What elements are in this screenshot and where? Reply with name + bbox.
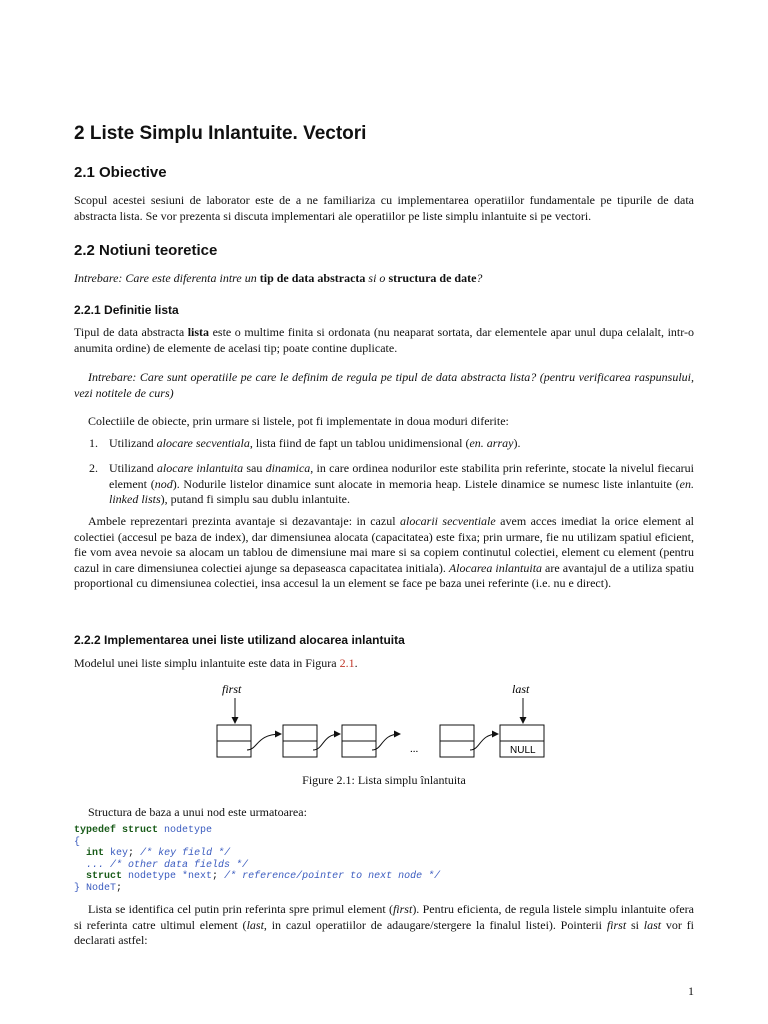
definition-paragraph: Tipul de data abstracta lista este o multime finita si ordonata (nu neaparat sortata, dar elementele apar unul dupa celalalt, intr-o anumita ordine) de elemente de acelasi tip; poate contine duplicate. [74, 325, 694, 355]
figure-caption: Figure 2.1: Lista simplu înlantuita [302, 773, 466, 787]
first-label: first [222, 682, 242, 696]
list-item-number: 2. [89, 461, 98, 475]
subsection-heading-linked: 2.2.2 Implementarea unei liste utilizand alocarea inlantuita [74, 633, 405, 647]
list-node [217, 725, 251, 757]
list-node [440, 725, 474, 757]
list-item: 1. Utilizand alocare secventiala, lista fiind de fapt un tablou unidimensional (en. array). [89, 436, 521, 450]
last-label: last [512, 682, 530, 696]
null-label: NULL [510, 745, 536, 756]
pros-cons-paragraph: Ambele reprezentari prezinta avantaje si dezavantaje: in cazul alocarii secventiale avem acces imediat la orice element al colectiei (accesul pe baza de index), dar dimensiunea alocata (capacitatea) este fixa; prin urmare, fie nu utilizam spatiul eficient, fie vom avea nevoie sa alocam un tablou de dimensiune mai mare si sa copiem continutul colectiei, element cu element (pentru cazul in care dimensiunea colectiei ajunge sa depaseasca capacitatea initiala). Alocarea inlantuita are avantajul de a utiliza spatiu proportional cu dimensiunea colectiei, insa accesul la un element se face pe baza unei referinte (i.e. nu e direct). [74, 514, 695, 590]
ellipsis: ... [410, 743, 419, 755]
last-list-node [500, 725, 544, 757]
code-line: { [74, 836, 81, 848]
code-line: ... /* other data fields */ [86, 859, 249, 871]
subsection-heading-definition: 2.2.1 Definitie lista [74, 303, 179, 317]
list-node [342, 725, 376, 757]
linked-list-figure [200, 678, 570, 768]
code-line: typedef struct nodetype [74, 825, 213, 836]
section-heading-theory: 2.2 Notiuni teoretice [74, 242, 218, 259]
code-line: } NodeT; [74, 882, 123, 894]
pointers-paragraph: Lista se identifica cel putin prin referinta spre primul element (first). Pentru eficienta, de regula listele simplu inlantuite ofera si referinta catre ultimul element (last, in cazul operatiilor de adaugare/stergere la finalul listei). Pointerii first si last vor fi declarati astfel: [74, 902, 695, 947]
objective-paragraph: Scopul acestei sesiuni de laborator este de a ne familiariza cu implementarea operatiilor fundamentale pe tipurile de data abstracta lista. Se vor prezenta si discuta implementari ale operatiilor pe liste simplu inlantuite si pe vectori. [74, 193, 694, 223]
implementations-intro: Colectiile de obiecte, prin urmare si listele, pot fi implementate in doua moduri diferite: [88, 414, 509, 428]
figure-reference-link[interactable]: 2.1 [339, 656, 355, 670]
code-line: struct nodetype *next; /* reference/pointer to next node */ [86, 871, 441, 882]
question-adt: Intrebare: Care este diferenta intre un tip de data abstracta si o structura de date? [74, 271, 483, 285]
question-operations: Intrebare: Care sunt operatiile pe care le definim de regula pe tipul de data abstracta lista? (pentru verificarea raspunsului, vezi notitele de curs) [74, 370, 694, 400]
model-paragraph: Modelul unei liste simplu inlantuite este data in Figura 2.1. [74, 656, 358, 670]
section-heading-objective: 2.1 Obiective [74, 164, 167, 181]
chapter-title: 2 Liste Simplu Inlantuite. Vectori [74, 123, 367, 144]
page-number: 1 [688, 984, 694, 998]
struct-intro: Structura de baza a unui nod este urmatoarea: [88, 805, 307, 819]
code-block [74, 825, 440, 894]
list-item-number: 1. [89, 436, 98, 450]
code-line: int key; /* key field */ [86, 848, 231, 859]
next-pointer-arrow [247, 734, 281, 750]
list-item: 2. Utilizand alocare inlantuita sau dinamica, in care ordinea nodurilor este stabilita prin referinte, stocate la nivelul fiecarui element (nod). Nodurile listelor dinamice sunt alocate in memoria heap. Listele dinamice se numesc liste inlantuite (en. linked lists), putand fi simplu sau dublu inlantuite. [89, 461, 694, 506]
list-node [283, 725, 317, 757]
